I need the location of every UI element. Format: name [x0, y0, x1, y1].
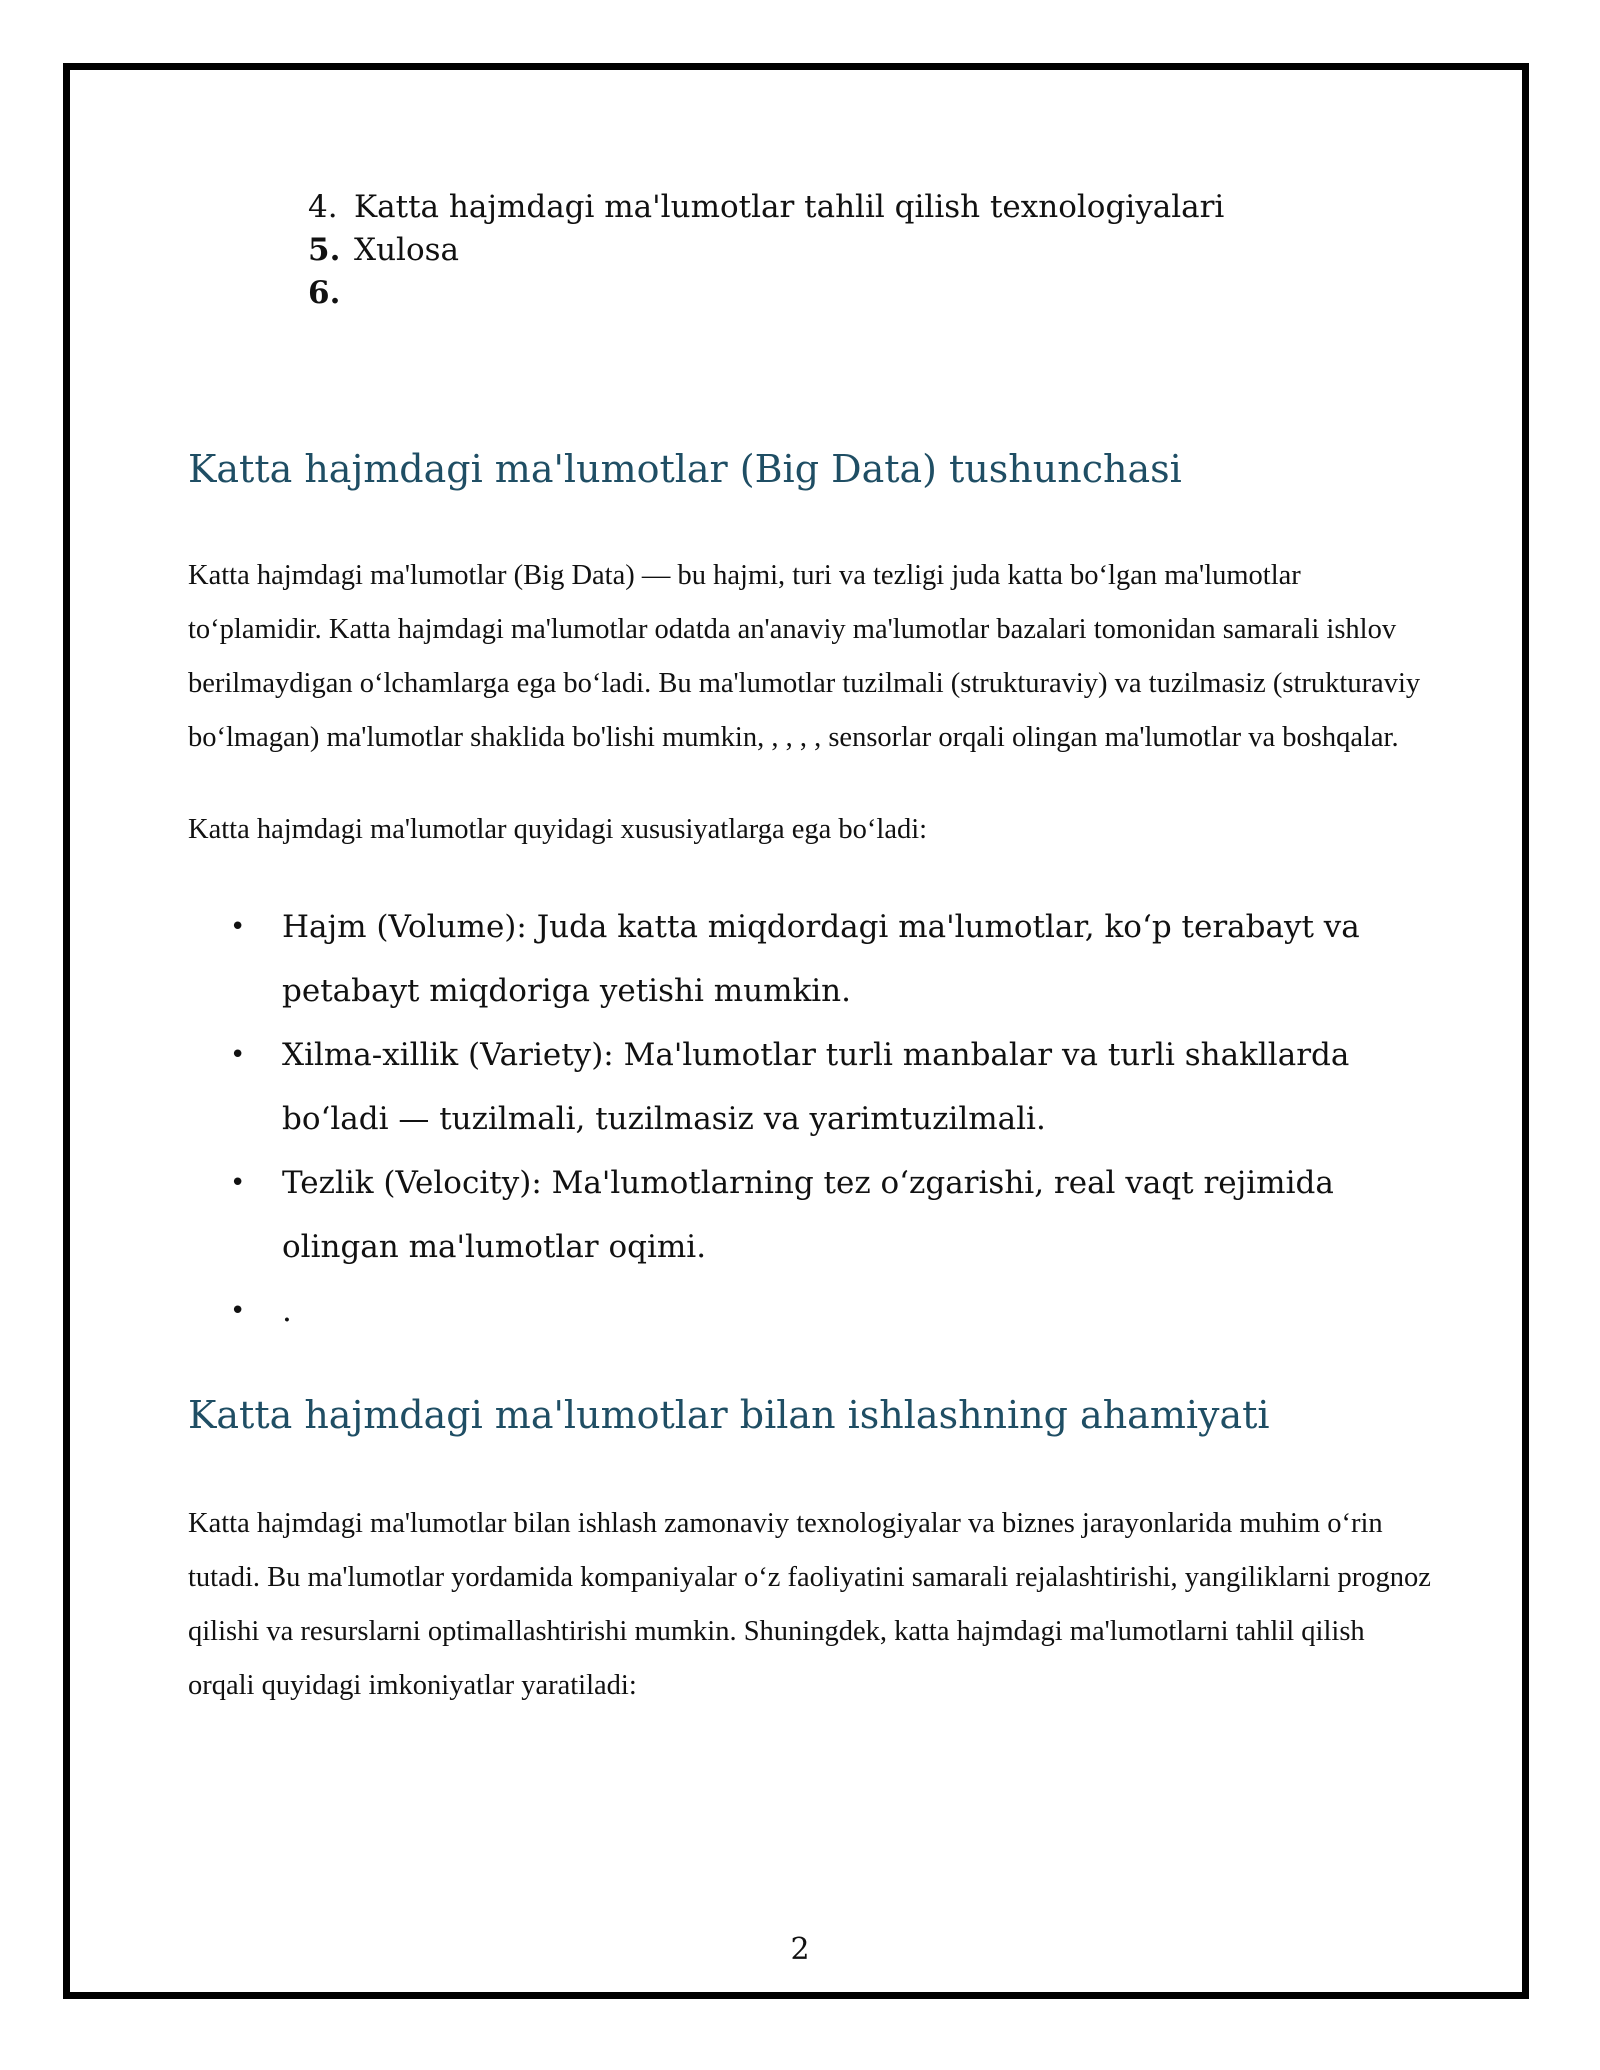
toc-item-5	[308, 229, 1438, 272]
document-body	[188, 186, 1438, 1713]
list-item-text: .	[282, 1293, 292, 1329]
list-item	[188, 1023, 1438, 1151]
toc-number: 4.	[308, 189, 338, 225]
list-item	[188, 1151, 1438, 1279]
toc-number: 6.	[308, 275, 341, 311]
list-item	[188, 1279, 1438, 1343]
toc-item-4	[308, 186, 1438, 229]
bullet-icon: •	[230, 912, 246, 942]
bullet-icon: •	[230, 1040, 246, 1070]
list-item	[188, 895, 1438, 1023]
toc-number: 5.	[308, 232, 341, 268]
body-paragraph: Katta hajmdagi ma'lumotlar bilan ishlash zamonaviy texnologiyalar va biznes jarayonlarida muhim o‘rin tutadi. Bu ma'lumotlar yordamida kompaniyalar o‘z faoliyatini samarali rejalashtirishi, yangiliklarni prognoz qilishi va resurslarni optimallashtirishi mumkin. Shuningdek, katta hajmdagi ma'lumotlarni tahlil qilish orqali quyidagi imkoniyatlar yaratiladi:	[188, 1508, 1431, 1701]
list-item-text: Hajm (Volume): Juda katta miqdordagi ma'lumotlar, ko‘p terabayt va petabayt miqdoriga yetishi mumkin.	[282, 909, 1360, 1009]
toc-label: Katta hajmdagi ma'lumotlar tahlil qilish texnologiyalari	[354, 189, 1225, 225]
section-heading-importance: Katta hajmdagi ma'lumotlar bilan ishlashning ahamiyati	[188, 1393, 1270, 1437]
characteristics-list	[188, 895, 1438, 1343]
list-item-text: Xilma-xillik (Variety): Ma'lumotlar turli manbalar va turli shakllarda bo‘ladi — tuzilmali, tuzilmasiz va yarimtuzilmali.	[282, 1037, 1350, 1137]
section-heading-big-data: Katta hajmdagi ma'lumotlar (Big Data) tushunchasi	[188, 447, 1182, 491]
toc-item-6	[308, 272, 1438, 315]
list-item-text: Tezlik (Velocity): Ma'lumotlarning tez o‘zgarishi, real vaqt rejimida olingan ma'lumotlar oqimi.	[282, 1165, 1334, 1265]
bullet-icon: •	[230, 1296, 246, 1326]
bullet-icon: •	[230, 1168, 246, 1198]
body-paragraph: Katta hajmdagi ma'lumotlar (Big Data) — bu hajmi, turi va tezligi juda katta bo‘lgan ma'lumotlar to‘plamidir. Katta hajmdagi ma'lumotlar odatda an'anaviy ma'lumotlar bazalari tomonidan samarali ishlov berilmaydigan o‘lchamlarga ega bo‘ladi. Bu ma'lumotlar tuzilmali (strukturaviy) va tuzilmasiz (strukturaviy bo‘lmagan) ma'lumotlar shaklida bo'lishi mumkin, , , , , sensorlar orqali olingan ma'lumotlar va boshqalar.	[188, 560, 1421, 753]
page-number: 2	[790, 1932, 810, 1967]
body-paragraph: Katta hajmdagi ma'lumotlar quyidagi xususiyatlarga ega bo‘ladi:	[188, 814, 928, 845]
toc-label: Xulosa	[354, 232, 460, 268]
table-of-contents-list	[308, 186, 1438, 315]
